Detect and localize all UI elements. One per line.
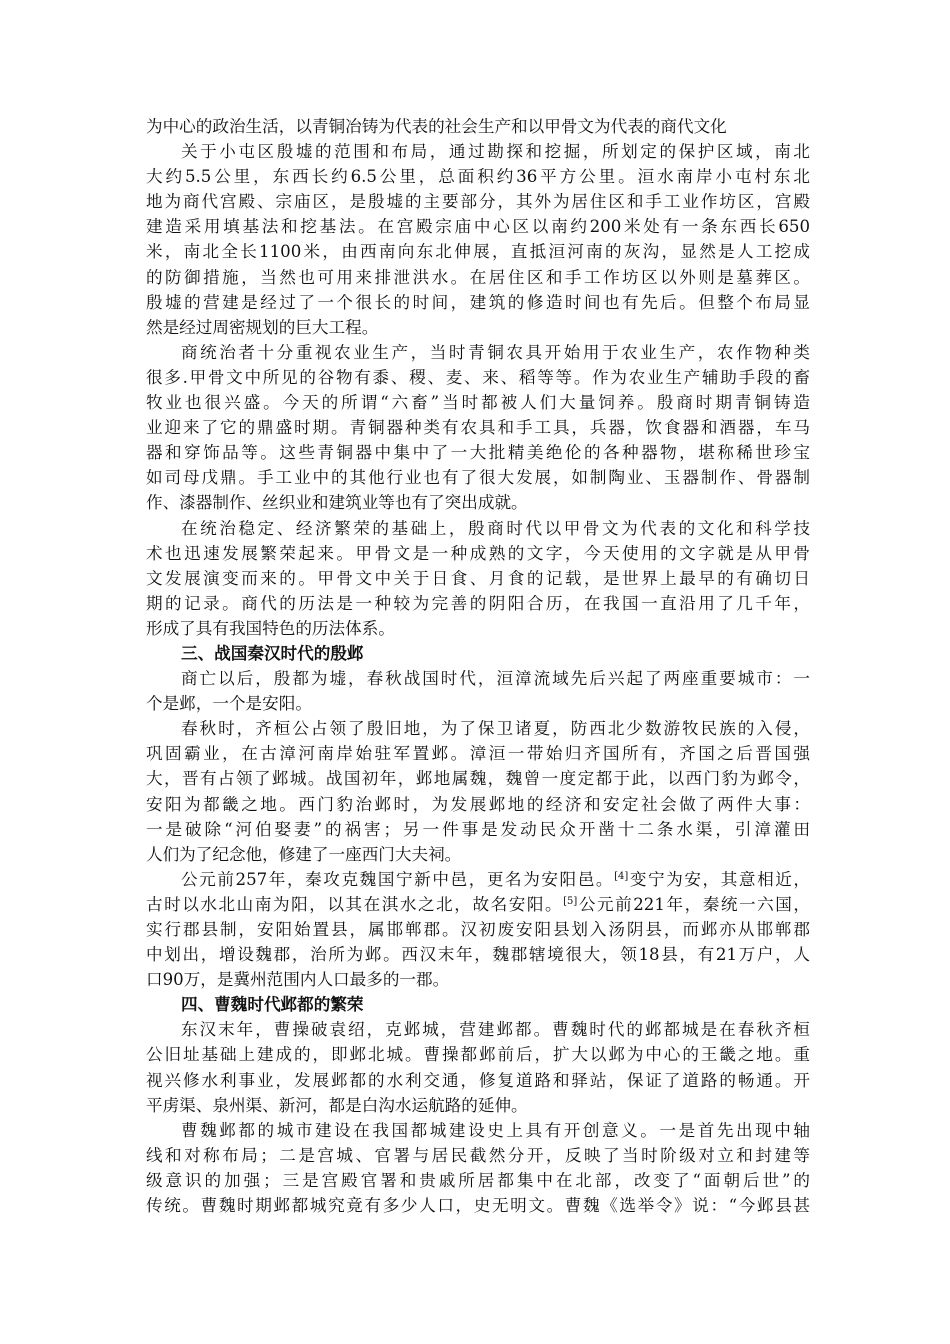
text-line: 术也迅速发展繁荣起来。甲骨文是一种成熟的文字，今天使用的文字就是从甲骨	[146, 543, 810, 563]
text-line: 业迎来了它的鼎盛时期。青铜器种类有农具和手工具，兵器，饮食器和酒器，车马	[146, 418, 810, 438]
text-line: 大约5.5公里，东西长约6.5公里，总面积约36平方公里。洹水南岸小屯村东北	[146, 167, 810, 187]
text-line: 视兴修水利事业，发展邺都的水利交通，修复道路和驿站，保证了道路的畅通。开	[146, 1070, 810, 1090]
text-line: 公元前257年，秦攻克魏国宁新中邑，更名为安阳邑。[4]变宁为安，其意相近，	[181, 869, 810, 889]
text-line: 口90万，是冀州范围内人口最多的一郡。	[146, 970, 450, 990]
text-line: 关于小屯区殷墟的范围和布局，通过勘探和挖掘，所划定的保护区域，南北	[181, 142, 810, 162]
text-line: 公旧址基础上建成的，即邺北城。曹操都邺前后，扩大以邺为中心的王畿之地。重	[146, 1045, 810, 1065]
text-line: 地为商代宫殿、宗庙区，是殷墟的主要部分，其外为居住区和手工业作坊区，宫殿	[146, 192, 810, 212]
text-line: 人们为了纪念他，修建了一座西门大夫祠。	[146, 844, 462, 864]
text-line: 米，南北全长1100米，由西南向东北伸展，直抵洹河南的灰沟，显然是人工挖成	[146, 242, 810, 262]
text-line: 平虏渠、泉州渠、新河，都是白沟水运航路的延伸。	[146, 1095, 528, 1115]
document-page	[146, 114, 810, 1218]
text-line: 传统。曹魏时期邺都城究竟有多少人口，史无明文。曹魏《选举令》说：“今邺县甚	[146, 1196, 810, 1216]
text-line: 安阳为都畿之地。西门豹治邺时，为发展邺地的经济和安定社会做了两件大事：	[146, 794, 810, 814]
text-line: 实行郡县制，安阳始置县，属邯郸郡。汉初废安阳县划入汤阴县，而邺亦从邯郸郡	[146, 920, 810, 939]
text-line: 殷墟的营建是经过了一个很长的时间，建筑的修造时间也有先后。但整个布局显	[146, 292, 810, 312]
text-line: 一是破除“河伯娶妻”的祸害；另一件事是发动民众开凿十二条水渠，引漳灌田	[146, 819, 810, 839]
text-line: 如司母戊鼎。手工业中的其他行业也有了很大发展，如制陶业、玉器制作、骨器制	[146, 468, 810, 488]
section-heading: 四、曹魏时代邺都的繁荣	[181, 994, 364, 1015]
text-line: 大，晋有占领了邺城。战国初年，邺地属魏，魏曾一度定都于此，以西门豹为邺令，	[146, 769, 810, 789]
text-line: 曹魏邺都的城市建设在我国都城建设史上具有开创意义。一是首先出现中轴	[181, 1120, 810, 1140]
text-line: 线和对称布局；二是宫城、官署与居民截然分开，反映了当时阶级对立和封建等	[146, 1145, 810, 1165]
text-line: 级意识的加强；三是宫殿官署和贵戚所居都集中在北部，改变了“面朝后世”的	[146, 1170, 810, 1190]
text-line: 春秋时，齐桓公占领了殷旧地，为了保卫诸夏，防西北少数游牧民族的入侵，	[181, 719, 810, 739]
text-line: 建造采用填基法和挖基法。在宫殿宗庙中心区以南约200米处有一条东西长650	[146, 217, 810, 237]
text-line: 然是经过周密规划的巨大工程。	[146, 317, 379, 337]
text-line: 在统治稳定、经济繁荣的基础上，殷商时代以甲骨文为代表的文化和科学技	[181, 518, 810, 538]
text-line: 个是邺，一个是安阳。	[146, 694, 312, 714]
section-heading: 三、战国秦汉时代的殷邺	[181, 642, 364, 663]
text-line: 牧业也很兴盛。今天的所谓“六畜”当时都被人们大量饲养。殷商时期青铜铸造	[146, 393, 810, 413]
footnote-marker: [5]	[563, 895, 578, 907]
text-line: 器和穿饰品等。这些青铜器中集中了一大批精美绝伦的各种器物，堪称稀世珍宝	[146, 443, 810, 463]
text-line: 作、漆器制作、丝织业和建筑业等也有了突出成就。	[146, 493, 528, 513]
text-line: 巩固霸业，在古漳河南岸始驻军置邺。漳洹一带始归齐国所有，齐国之后晋国强	[146, 744, 810, 764]
footnote-marker: [4]	[614, 870, 629, 882]
text-line: 形成了具有我国特色的历法体系。	[146, 618, 395, 638]
text-line: 商统治者十分重视农业生产，当时青铜农具开始用于农业生产，农作物种类	[181, 342, 810, 362]
text-line: 期的记录。商代的历法是一种较为完善的阴阳合历，在我国一直沿用了几千年，	[146, 593, 810, 613]
text-line: 的防御措施，当然也可用来排泄洪水。在居住区和手工作坊区以外则是墓葬区。	[146, 267, 810, 287]
text-line: 东汉末年，曹操破袁绍，克邺城，营建邺都。曹魏时代的邺都城是在春秋齐桓	[181, 1020, 810, 1040]
text-line: 文发展演变而来的。甲骨文中关于日食、月食的记载，是世界上最早的有确切日	[146, 568, 810, 588]
text-line: 商亡以后，殷都为墟，春秋战国时代，洹漳流域先后兴起了两座重要城市：一	[181, 669, 810, 689]
text-line: 中划出，增设魏郡，治所为邺。西汉末年，魏郡辖境很大，领18县，有21万户，人	[146, 945, 810, 965]
text-line: 为中心的政治生活，以青铜冶铸为代表的社会生产和以甲骨文为代表的商代文化	[146, 117, 727, 136]
text-line: 很多.甲骨文中所见的谷物有黍、稷、麦、来、稻等等。作为农业生产辅助手段的畜	[146, 367, 810, 387]
text-line: 古时以水北山南为阳，以其在淇水之北，故名安阳。[5]公元前221年，秦统一六国，	[146, 894, 810, 914]
